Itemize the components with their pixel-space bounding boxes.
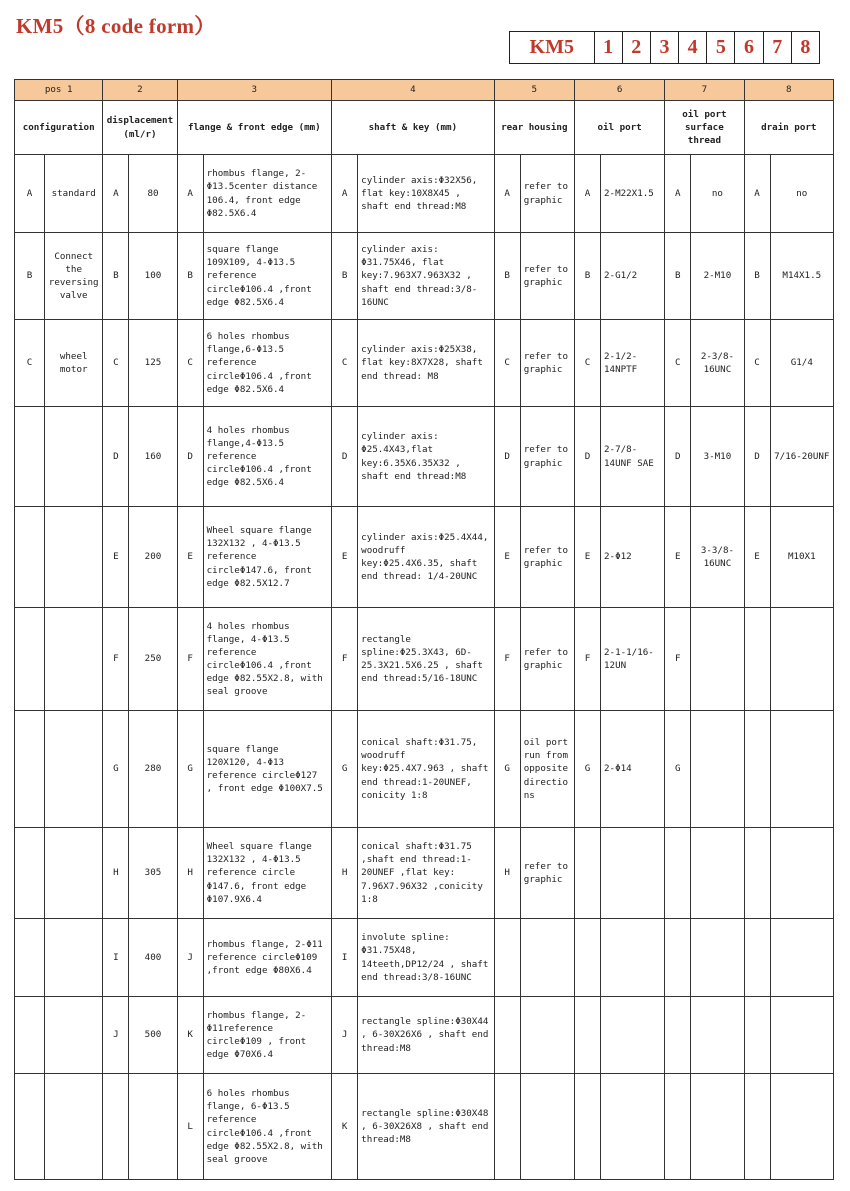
pos-header: 8 [744,80,833,101]
displacement-cell [129,1074,177,1180]
drain-port-cell [770,711,833,828]
shaft-cell: cylinder axis: Φ25.4X43,flat key:6.35X6.35X32 , shaft end thread:M8 [358,407,494,507]
drain-port-cell [770,1074,833,1180]
flange-cell: rhombus flange, 2-Φ11reference circleΦ109 , front edge Φ70X6.4 [203,997,331,1074]
flange-code: L [177,1074,203,1180]
column-header-oil-port: oil port [574,101,664,155]
model-code-name: KM5 [510,32,595,63]
oil-port-cell [601,997,665,1074]
oil-port-cell: 2-Φ14 [601,711,665,828]
flange-code: E [177,507,203,608]
position-header-row [15,80,834,101]
disp-code: B [103,233,129,320]
displacement-cell: 80 [129,155,177,233]
configuration-cell: wheel motor [45,320,103,407]
table-row [15,608,834,711]
shaft-code: J [332,997,358,1074]
rear-housing-cell: refer to graphic [520,828,574,919]
displacement-cell: 500 [129,997,177,1074]
shaft-cell: cylinder axis: Φ31.75X46, flat key:7.963X7.963X32 , shaft end thread:3/8-16UNC [358,233,494,320]
shaft-cell: conical shaft:Φ31.75 ,shaft end thread:1-20UNEF ,flat key: 7.96X7.96X32 ,conicity 1:8 [358,828,494,919]
pos-header: 7 [665,80,744,101]
disp-code: J [103,997,129,1074]
flange-code: A [177,155,203,233]
shaft-cell: cylinder axis:Φ32X56, flat key:10X8X45 , shaft end thread:M8 [358,155,494,233]
drain-code [744,828,770,919]
rear-housing-cell: refer to graphic [520,155,574,233]
code-position: 5 [707,32,735,63]
rear-housing-cell: refer to graphic [520,608,574,711]
configuration-cell [45,507,103,608]
shaft-code: G [332,711,358,828]
cfg-code [15,711,45,828]
rear-code [494,1074,520,1180]
drain-code: C [744,320,770,407]
shaft-cell: rectangle spline:Φ30X48 , 6-30X26X8 , shaft end thread:M8 [358,1074,494,1180]
thread-code: D [665,407,691,507]
drain-port-cell [770,828,833,919]
shaft-code: K [332,1074,358,1180]
drain-code [744,608,770,711]
cfg-code [15,1074,45,1180]
flange-cell: square flange 109X109, 4-Φ13.5 reference circleΦ106.4 ,front edge Φ82.5X6.4 [203,233,331,320]
column-header-rear-housing: rear housing [494,101,574,155]
thread-cell: no [691,155,744,233]
thread-code [665,828,691,919]
pos-header: 5 [494,80,574,101]
shaft-cell: cylinder axis:Φ25.4X44, woodruff key:Φ25.4X6.35, shaft end thread: 1/4-20UNC [358,507,494,608]
disp-code: E [103,507,129,608]
thread-code: E [665,507,691,608]
drain-code [744,1074,770,1180]
configuration-cell [45,919,103,997]
table-row [15,711,834,828]
rear-code: D [494,407,520,507]
column-name-row [15,101,834,155]
displacement-cell: 125 [129,320,177,407]
rear-housing-cell: refer to graphic [520,320,574,407]
displacement-cell: 280 [129,711,177,828]
flange-cell: 4 holes rhombus flange, 4-Φ13.5 reference circleΦ106.4 ,front edge Φ82.55X2.8, with seal groove [203,608,331,711]
column-header-drain-port: drain port [744,101,833,155]
rear-housing-cell: oil port run from opposite directions [520,711,574,828]
pos-header: 4 [332,80,495,101]
cfg-code [15,828,45,919]
rear-code: B [494,233,520,320]
port-code: G [574,711,600,828]
column-header-displacement: displacement (ml/r) [103,101,177,155]
drain-code: A [744,155,770,233]
port-code: B [574,233,600,320]
flange-cell: Wheel square flange 132X132 , 4-Φ13.5 reference circle Φ147.6, front edge Φ107.9X6.4 [203,828,331,919]
flange-cell: 6 holes rhombus flange,6-Φ13.5 reference circleΦ106.4 ,front edge Φ82.5X6.4 [203,320,331,407]
shaft-code: H [332,828,358,919]
thread-cell: 3-3/8-16UNC [691,507,744,608]
flange-code: G [177,711,203,828]
cfg-code [15,407,45,507]
shaft-code: D [332,407,358,507]
displacement-cell: 305 [129,828,177,919]
flange-cell: rhombus flange, 2-Φ11 reference circleΦ109 ,front edge Φ80X6.4 [203,919,331,997]
drain-code: E [744,507,770,608]
disp-code: I [103,919,129,997]
oil-port-cell: 2-G1/2 [601,233,665,320]
displacement-cell: 250 [129,608,177,711]
shaft-cell: rectangle spline:Φ30X44 , 6-30X26X6 , shaft end thread:M8 [358,997,494,1074]
shaft-code: I [332,919,358,997]
thread-cell: 2-M10 [691,233,744,320]
rear-code: C [494,320,520,407]
page-title: KM5（8 code form） [16,14,216,38]
port-code: C [574,320,600,407]
port-code [574,828,600,919]
drain-code: D [744,407,770,507]
drain-port-cell: 7/16-20UNF [770,407,833,507]
cfg-code [15,608,45,711]
displacement-cell: 160 [129,407,177,507]
thread-cell [691,919,744,997]
displacement-cell: 100 [129,233,177,320]
flange-cell: Wheel square flange 132X132 , 4-Φ13.5 reference circleΦ147.6, front edge Φ82.5X12.7 [203,507,331,608]
flange-cell: 4 holes rhombus flange,4-Φ13.5 reference circleΦ106.4 ,front edge Φ82.5X6.4 [203,407,331,507]
port-code [574,997,600,1074]
code-position: 1 [595,32,623,63]
port-code [574,1074,600,1180]
disp-code: F [103,608,129,711]
disp-code: G [103,711,129,828]
port-code: D [574,407,600,507]
port-code: A [574,155,600,233]
rear-code [494,997,520,1074]
configuration-cell [45,407,103,507]
thread-code [665,919,691,997]
flange-code: H [177,828,203,919]
drain-port-cell: no [770,155,833,233]
drain-port-cell [770,997,833,1074]
thread-cell [691,1074,744,1180]
shaft-code: C [332,320,358,407]
code-position: 4 [679,32,707,63]
code-position: 3 [651,32,679,63]
oil-port-cell: 2-1/2-14NPTF [601,320,665,407]
column-header-configuration: configuration [15,101,103,155]
shaft-code: E [332,507,358,608]
flange-code: B [177,233,203,320]
table-row [15,155,834,233]
code-position: 6 [735,32,763,63]
displacement-cell: 400 [129,919,177,997]
cfg-code [15,919,45,997]
disp-code: C [103,320,129,407]
thread-code: B [665,233,691,320]
thread-cell: 3-M10 [691,407,744,507]
disp-code: H [103,828,129,919]
drain-port-cell: G1/4 [770,320,833,407]
cfg-code [15,997,45,1074]
rear-code: A [494,155,520,233]
pos-header: 6 [574,80,664,101]
shaft-cell: cylinder axis:Φ25X38, flat key:8X7X28, shaft end thread: M8 [358,320,494,407]
rear-code [494,919,520,997]
oil-port-cell: 2-7/8-14UNF SAE [601,407,665,507]
thread-code: C [665,320,691,407]
drain-code [744,711,770,828]
drain-port-cell: M14X1.5 [770,233,833,320]
shaft-code: B [332,233,358,320]
thread-cell [691,828,744,919]
thread-cell [691,608,744,711]
thread-code: A [665,155,691,233]
flange-cell: rhombus flange, 2-Φ13.5center distance 106.4, front edge Φ82.5X6.4 [203,155,331,233]
thread-code: G [665,711,691,828]
cfg-code: B [15,233,45,320]
oil-port-cell: 2-1-1/16-12UN [601,608,665,711]
port-code [574,919,600,997]
thread-cell: 2-3/8-16UNC [691,320,744,407]
drain-port-cell: M10X1 [770,507,833,608]
cfg-code: A [15,155,45,233]
flange-cell: 6 holes rhombus flange, 6-Φ13.5 reference circleΦ106.4 ,front edge Φ82.55X2.8, with seal groove [203,1074,331,1180]
table-row [15,407,834,507]
oil-port-cell [601,828,665,919]
disp-code: A [103,155,129,233]
table-row [15,919,834,997]
shaft-code: F [332,608,358,711]
table-row [15,997,834,1074]
configuration-cell [45,711,103,828]
pos-header: 2 [103,80,177,101]
cfg-code: C [15,320,45,407]
table-row [15,828,834,919]
pos-header: pos 1 [15,80,103,101]
thread-cell [691,711,744,828]
displacement-cell: 200 [129,507,177,608]
column-header-thread: oil port surface thread [665,101,744,155]
drain-code [744,997,770,1074]
rear-housing-cell [520,919,574,997]
flange-code: D [177,407,203,507]
configuration-cell [45,997,103,1074]
configuration-cell [45,1074,103,1180]
flange-code: K [177,997,203,1074]
drain-code: B [744,233,770,320]
oil-port-cell [601,919,665,997]
shaft-code: A [332,155,358,233]
configuration-cell [45,828,103,919]
port-code: F [574,608,600,711]
rear-housing-cell: refer to graphic [520,407,574,507]
configuration-cell: Connect the reversing valve [45,233,103,320]
table-row [15,233,834,320]
disp-code: D [103,407,129,507]
model-code-box [509,31,820,64]
code-position: 8 [800,36,811,58]
drain-port-cell [770,608,833,711]
oil-port-cell [601,1074,665,1180]
rear-code: G [494,711,520,828]
port-code: E [574,507,600,608]
flange-code: J [177,919,203,997]
table-row [15,320,834,407]
thread-code: F [665,608,691,711]
rear-code: H [494,828,520,919]
flange-code: F [177,608,203,711]
column-header-shaft: shaft & key (mm) [332,101,495,155]
column-header-flange: flange & front edge (mm) [177,101,332,155]
oil-port-cell: 2-M22X1.5 [601,155,665,233]
configuration-cell [45,608,103,711]
shaft-cell: rectangle spline:Φ25.3X43, 6D-25.3X21.5X6.25 , shaft end thread:5/16-18UNC [358,608,494,711]
configuration-cell: standard [45,155,103,233]
rear-housing-cell: refer to graphic [520,233,574,320]
thread-code [665,1074,691,1180]
rear-code: E [494,507,520,608]
spec-table [14,79,834,1180]
code-position: 2 [623,32,651,63]
thread-cell [691,997,744,1074]
flange-cell: square flange 120X120, 4-Φ13 reference circleΦ127 , front edge Φ100X7.5 [203,711,331,828]
oil-port-cell: 2-Φ12 [601,507,665,608]
rear-code: F [494,608,520,711]
flange-code: C [177,320,203,407]
shaft-cell: involute spline: Φ31.75X48, 14teeth,DP12/24 , shaft end thread:3/8-16UNC [358,919,494,997]
code-position: 7 [764,32,792,63]
disp-code [103,1074,129,1180]
table-row [15,507,834,608]
rear-housing-cell [520,1074,574,1180]
rear-housing-cell: refer to graphic [520,507,574,608]
table-row [15,1074,834,1180]
cfg-code [15,507,45,608]
pos-header: 3 [177,80,332,101]
thread-code [665,997,691,1074]
rear-housing-cell [520,997,574,1074]
drain-code [744,919,770,997]
shaft-cell: conical shaft:Φ31.75, woodruff key:Φ25.4X7.963 , shaft end thread:1-20UNEF, conicity 1:8 [358,711,494,828]
drain-port-cell [770,919,833,997]
